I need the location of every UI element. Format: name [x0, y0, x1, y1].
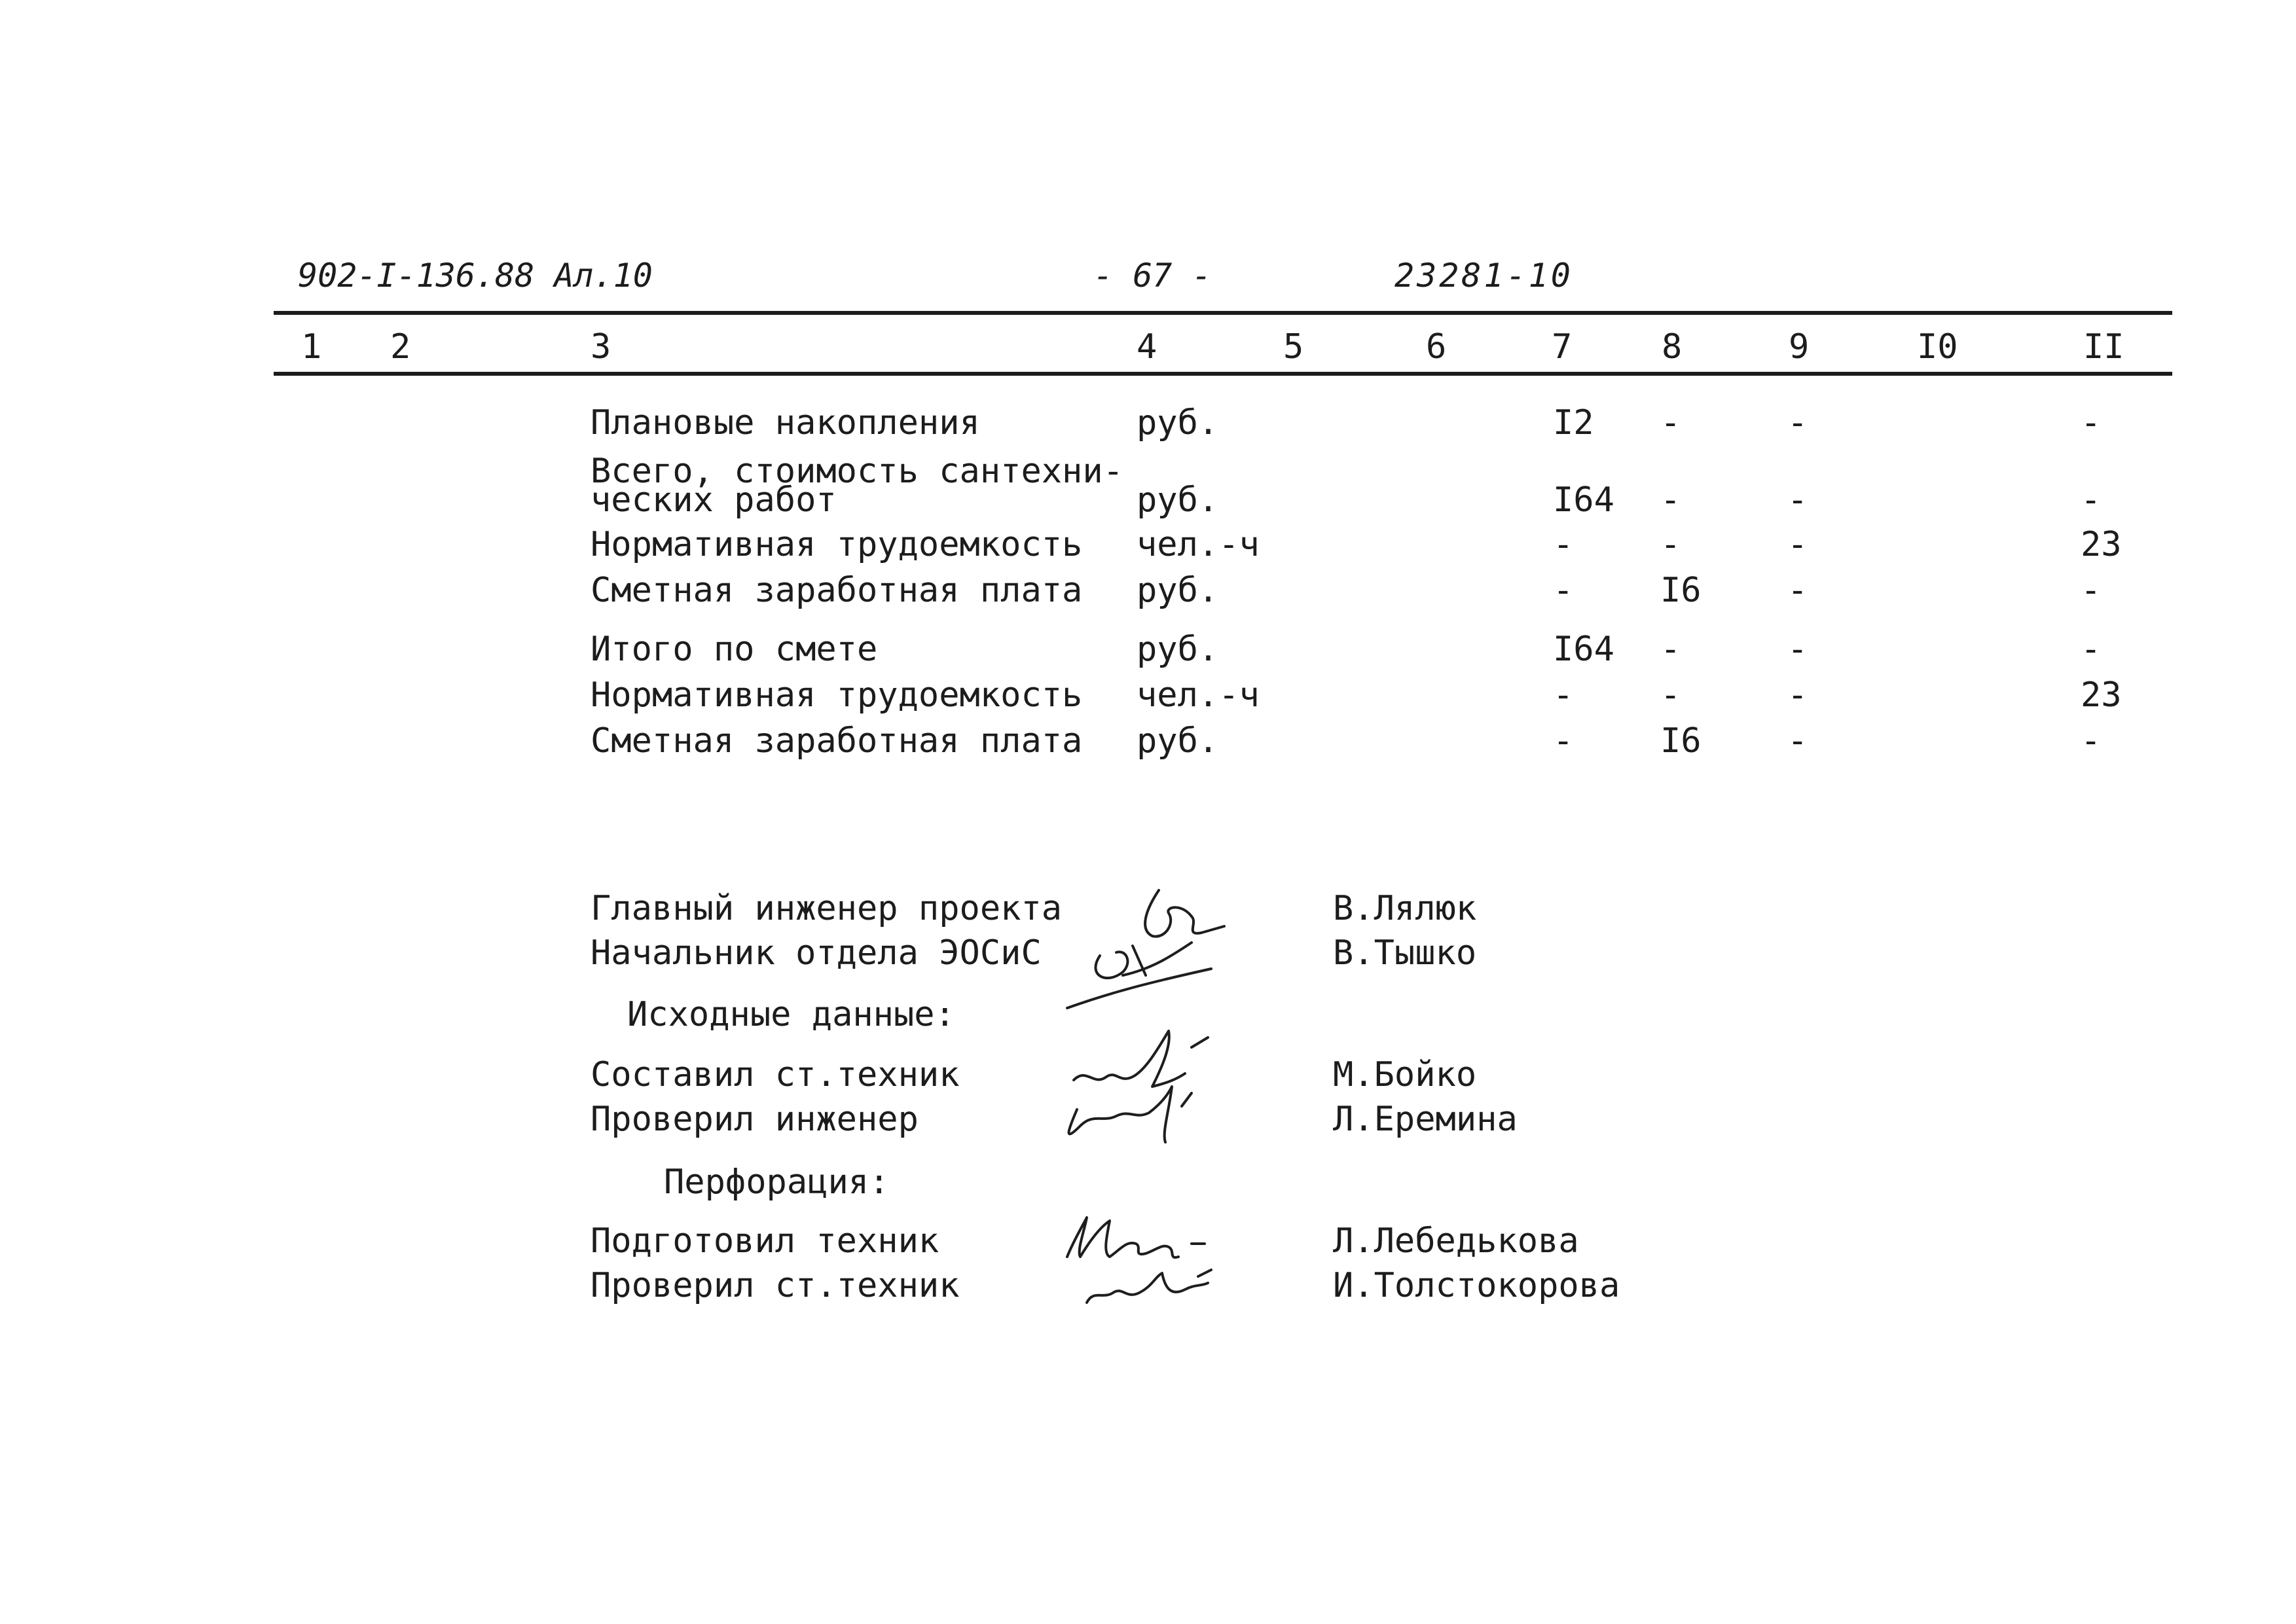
row-unit: чел.-ч [1137, 525, 1260, 564]
cell-col11: - [2081, 721, 2102, 761]
section-heading: Исходные данные: [627, 995, 955, 1034]
signatory-role: Главный инженер проекта [591, 889, 1063, 928]
row-label-line2: ческих работ [591, 480, 837, 520]
cell-col11: - [2081, 571, 2102, 610]
section-heading: Перфорация: [664, 1163, 890, 1202]
row-unit: руб. [1137, 630, 1219, 669]
column-number-7: 7 [1552, 327, 1573, 367]
page-number: - 67 - [1093, 257, 1212, 295]
signatory-name: В.Лялюк [1333, 889, 1477, 928]
cell-col7: - [1553, 676, 1574, 715]
cell-col7: I2 [1553, 403, 1594, 442]
column-number-2: 2 [390, 327, 411, 367]
row-label: Плановые накопления [591, 403, 980, 442]
cell-col7: I64 [1553, 480, 1614, 520]
cell-col9: - [1787, 403, 1808, 442]
row-unit: руб. [1137, 721, 1219, 761]
cell-col11: - [2081, 630, 2102, 669]
cell-col8: I6 [1660, 571, 1702, 610]
row-label-line1: Всего, стоимость сантехни- [591, 452, 1123, 491]
signatory-role: Начальник отдела ЭОСиС [591, 933, 1042, 973]
inventory-number: 23281-10 [1394, 257, 1573, 295]
table-header-rule [274, 372, 2172, 376]
cell-col8: - [1660, 403, 1681, 442]
signatory-role: Подготовил техник [591, 1221, 939, 1261]
signature-mark [1048, 1204, 1257, 1322]
row-unit: руб. [1137, 571, 1219, 610]
signatory-name: Л.Еремина [1333, 1100, 1518, 1139]
signature-mark [1054, 1021, 1224, 1152]
row-label: Сметная заработная плата [591, 571, 1083, 610]
signatory-name: В.Тышко [1333, 933, 1477, 973]
column-number-1: 1 [301, 327, 322, 367]
cell-col9: - [1787, 525, 1808, 564]
cell-col8: - [1660, 525, 1681, 564]
signatory-role: Проверил инженер [591, 1100, 919, 1139]
cell-col11: 23 [2081, 676, 2122, 715]
column-number-8: 8 [1662, 327, 1683, 367]
row-unit: чел.-ч [1137, 676, 1260, 715]
row-unit: руб. [1137, 403, 1219, 442]
column-number-9: 9 [1789, 327, 1810, 367]
cell-col11: - [2081, 480, 2102, 520]
cell-col7: - [1553, 571, 1574, 610]
signatory-name: Л.Лебедькова [1333, 1221, 1579, 1261]
cell-col8: - [1660, 630, 1681, 669]
cell-col8: I6 [1660, 721, 1702, 761]
cell-col9: - [1787, 630, 1808, 669]
cell-col9: - [1787, 571, 1808, 610]
cell-col7: I64 [1553, 630, 1614, 669]
row-label: Нормативная трудоемкость [591, 676, 1083, 715]
column-number-10: I0 [1917, 327, 1958, 367]
cell-col9: - [1787, 721, 1808, 761]
column-number-6: 6 [1426, 327, 1447, 367]
row-label: Сметная заработная плата [591, 721, 1083, 761]
cell-col8: - [1660, 676, 1681, 715]
row-label: Нормативная трудоемкость [591, 525, 1083, 564]
table-top-rule [274, 311, 2172, 315]
cell-col11: - [2081, 403, 2102, 442]
row-unit: руб. [1137, 480, 1219, 520]
cell-col8: - [1660, 480, 1681, 520]
row-label: Итого по смете [591, 630, 878, 669]
signature-mark [1061, 877, 1270, 1015]
cell-col7: - [1553, 721, 1574, 761]
cell-col11: 23 [2081, 525, 2122, 564]
signatory-role: Проверил ст.техник [591, 1266, 960, 1305]
document-code: 902-I-136.88 Ал.10 [298, 257, 653, 295]
signatory-name: М.Бойко [1333, 1055, 1477, 1094]
cell-col9: - [1787, 676, 1808, 715]
cell-col7: - [1553, 525, 1574, 564]
column-number-11: II [2083, 327, 2124, 367]
signatory-role: Составил ст.техник [591, 1055, 960, 1094]
column-number-4: 4 [1137, 327, 1157, 367]
signatory-name: И.Толстокорова [1333, 1266, 1620, 1305]
column-number-5: 5 [1283, 327, 1304, 367]
column-number-3: 3 [591, 327, 611, 367]
cell-col9: - [1787, 480, 1808, 520]
